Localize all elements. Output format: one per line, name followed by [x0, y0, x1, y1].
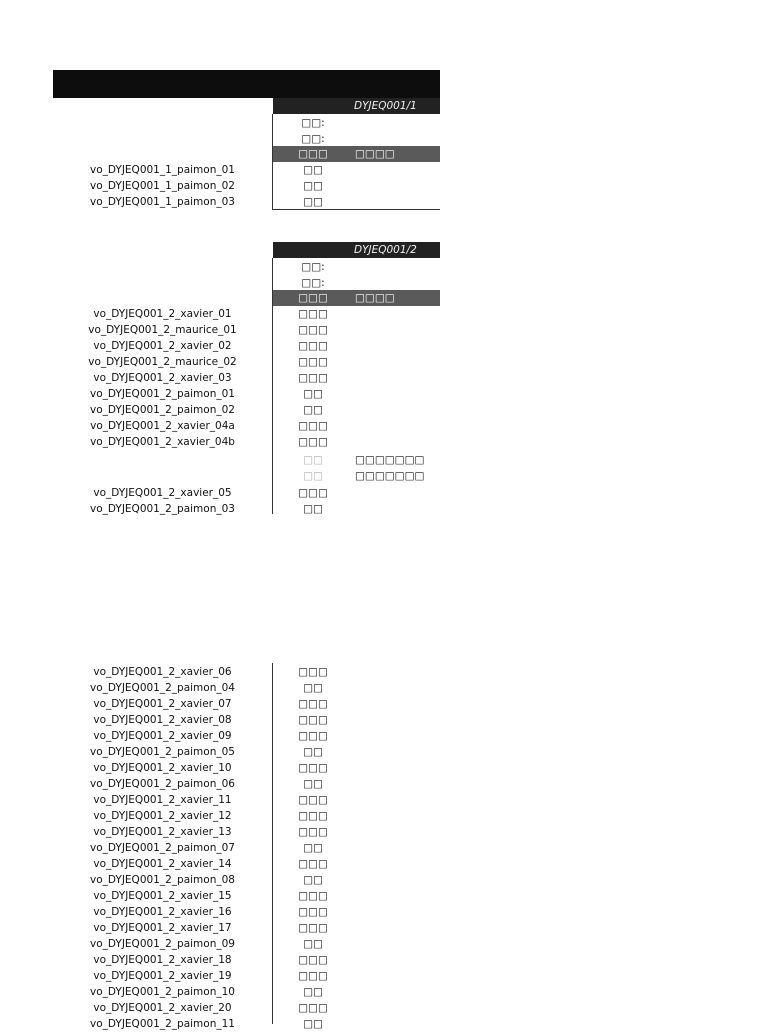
section-header-2 — [273, 242, 440, 258]
speaker-name: □□□ — [298, 954, 328, 966]
voice-line-id: vo_DYJEQ001_2_paimon_02 — [90, 404, 235, 416]
speaker-name: □□□ — [298, 698, 328, 710]
speaker-name: □□ — [303, 874, 323, 886]
table-row — [53, 1016, 440, 1032]
voice-line-id: vo_DYJEQ001_1_paimon_03 — [90, 196, 235, 208]
table-row — [53, 162, 440, 178]
meta-row — [53, 131, 440, 147]
title-band — [53, 70, 440, 98]
voice-line-id: vo_DYJEQ001_2_xavier_03 — [93, 372, 232, 384]
speaker-name: □□□ — [298, 714, 328, 726]
dialogue-text: □□□□□□□ — [355, 454, 425, 466]
voice-line-id: vo_DYJEQ001_2_xavier_09 — [93, 730, 232, 742]
table-row — [53, 306, 440, 322]
meta-row — [53, 115, 440, 131]
speaker-name: □□ — [303, 454, 323, 466]
speaker-name: □□□ — [298, 890, 328, 902]
speaker-name: □□ — [303, 746, 323, 758]
voice-line-id: vo_DYJEQ001_2_xavier_18 — [93, 954, 232, 966]
speaker-name: □□□ — [298, 340, 328, 352]
speaker-name: □□ — [303, 682, 323, 694]
speaker-name: □□□ — [298, 794, 328, 806]
voice-line-id: vo_DYJEQ001_2_paimon_08 — [90, 874, 235, 886]
section-title-1: DYJEQ001/1 — [354, 100, 417, 112]
voice-line-id: vo_DYJEQ001_2_paimon_07 — [90, 842, 235, 854]
table-row — [53, 808, 440, 824]
table-row — [53, 485, 440, 501]
table-row — [53, 728, 440, 744]
meta-label: □□: — [301, 133, 325, 145]
voice-line-id: vo_DYJEQ001_2_xavier_08 — [93, 714, 232, 726]
speaker-name: □□□ — [298, 922, 328, 934]
speaker-name: □□□ — [298, 436, 328, 448]
table-row — [53, 744, 440, 760]
voice-line-id: vo_DYJEQ001_2_xavier_02 — [93, 340, 232, 352]
table-row — [53, 792, 440, 808]
table-row — [53, 776, 440, 792]
voice-line-id: vo_DYJEQ001_2_maurice_02 — [88, 356, 237, 368]
speaker-name: □□ — [303, 388, 323, 400]
table-row — [53, 402, 440, 418]
speaker-name: □□□ — [298, 906, 328, 918]
meta-label: □□: — [301, 277, 325, 289]
speaker-name: □□□ — [298, 826, 328, 838]
table-row — [53, 824, 440, 840]
table-row — [53, 664, 440, 680]
voice-line-id: vo_DYJEQ001_2_xavier_06 — [93, 666, 232, 678]
voice-line-id: vo_DYJEQ001_2_xavier_15 — [93, 890, 232, 902]
voice-line-id: vo_DYJEQ001_2_xavier_12 — [93, 810, 232, 822]
table-row — [53, 501, 440, 517]
speaker-name: □□□ — [298, 970, 328, 982]
table-row — [53, 1000, 440, 1016]
meta-label: □□: — [301, 261, 325, 273]
speaker-name: □□□ — [298, 487, 328, 499]
table-row — [53, 696, 440, 712]
text-column-header: □□□□ — [355, 148, 395, 160]
voice-line-id: vo_DYJEQ001_2_xavier_17 — [93, 922, 232, 934]
voice-line-id: vo_DYJEQ001_2_xavier_11 — [93, 794, 232, 806]
speaker-name: □□□ — [298, 324, 328, 336]
meta-row — [53, 275, 440, 291]
voice-line-id: vo_DYJEQ001_2_xavier_16 — [93, 906, 232, 918]
table-row — [53, 418, 440, 434]
speaker-name: □□□ — [298, 1002, 328, 1014]
meta-label: □□: — [301, 117, 325, 129]
voice-line-id: vo_DYJEQ001_2_xavier_19 — [93, 970, 232, 982]
table-row — [53, 952, 440, 968]
speaker-name: □□□ — [298, 372, 328, 384]
speaker-name: □□ — [303, 196, 323, 208]
voice-line-id: vo_DYJEQ001_2_maurice_01 — [88, 324, 237, 336]
voice-line-id: vo_DYJEQ001_2_paimon_05 — [90, 746, 235, 758]
table-row — [53, 194, 440, 210]
table-row — [53, 984, 440, 1000]
speaker-column-header: □□□ — [298, 148, 328, 160]
voice-line-id: vo_DYJEQ001_2_paimon_01 — [90, 388, 235, 400]
option-row — [53, 468, 440, 484]
speaker-name: □□ — [303, 164, 323, 176]
voice-line-id: vo_DYJEQ001_2_xavier_04b — [90, 436, 235, 448]
column-header-row — [273, 146, 440, 162]
text-column-header: □□□□ — [355, 292, 395, 304]
table-row — [53, 680, 440, 696]
meta-row — [53, 259, 440, 275]
voice-line-id: vo_DYJEQ001_2_paimon_11 — [90, 1018, 235, 1030]
table-row — [53, 434, 440, 450]
speaker-name: □□ — [303, 778, 323, 790]
speaker-name: □□□ — [298, 308, 328, 320]
speaker-name: □□ — [303, 404, 323, 416]
speaker-name: □□ — [303, 503, 323, 515]
table-row — [53, 936, 440, 952]
speaker-name: □□ — [303, 180, 323, 192]
speaker-name: □□□ — [298, 810, 328, 822]
voice-line-id: vo_DYJEQ001_1_paimon_02 — [90, 180, 235, 192]
table-row — [53, 872, 440, 888]
voice-line-id: vo_DYJEQ001_2_xavier_05 — [93, 487, 232, 499]
voice-line-id: vo_DYJEQ001_2_paimon_10 — [90, 986, 235, 998]
speaker-name: □□□ — [298, 356, 328, 368]
table-row — [53, 968, 440, 984]
speaker-name: □□ — [303, 470, 323, 482]
table-row — [53, 322, 440, 338]
voice-line-id: vo_DYJEQ001_2_xavier_07 — [93, 698, 232, 710]
voice-line-id: vo_DYJEQ001_2_xavier_20 — [93, 1002, 232, 1014]
voice-line-id: vo_DYJEQ001_2_xavier_13 — [93, 826, 232, 838]
speaker-name: □□ — [303, 1018, 323, 1030]
column-header-row — [273, 290, 440, 306]
voice-line-id: vo_DYJEQ001_2_xavier_14 — [93, 858, 232, 870]
voice-line-id: vo_DYJEQ001_2_paimon_06 — [90, 778, 235, 790]
speaker-name: □□□ — [298, 762, 328, 774]
speaker-name: □□ — [303, 986, 323, 998]
table-row — [53, 888, 440, 904]
table-row — [53, 370, 440, 386]
option-row — [53, 452, 440, 468]
voice-line-id: vo_DYJEQ001_1_paimon_01 — [90, 164, 235, 176]
table-row — [53, 386, 440, 402]
table-row — [53, 178, 440, 194]
voice-line-id: vo_DYJEQ001_2_paimon_03 — [90, 503, 235, 515]
table-row — [53, 338, 440, 354]
speaker-name: □□□ — [298, 730, 328, 742]
speaker-name: □□ — [303, 842, 323, 854]
voice-line-id: vo_DYJEQ001_2_xavier_04a — [90, 420, 235, 432]
table-row — [53, 856, 440, 872]
speaker-name: □□□ — [298, 666, 328, 678]
table-row — [53, 840, 440, 856]
voice-line-id: vo_DYJEQ001_2_paimon_04 — [90, 682, 235, 694]
speaker-name: □□ — [303, 938, 323, 950]
table-row — [53, 904, 440, 920]
section-title-2: DYJEQ001/2 — [354, 244, 417, 256]
voice-line-id: vo_DYJEQ001_2_xavier_01 — [93, 308, 232, 320]
section-header-1 — [273, 98, 440, 114]
table-row — [53, 920, 440, 936]
voice-line-id: vo_DYJEQ001_2_xavier_10 — [93, 762, 232, 774]
table-row — [53, 712, 440, 728]
table-row — [53, 760, 440, 776]
table-row — [53, 354, 440, 370]
dialogue-text: □□□□□□□ — [355, 470, 425, 482]
speaker-column-header: □□□ — [298, 292, 328, 304]
speaker-name: □□□ — [298, 858, 328, 870]
voice-line-id: vo_DYJEQ001_2_paimon_09 — [90, 938, 235, 950]
speaker-name: □□□ — [298, 420, 328, 432]
